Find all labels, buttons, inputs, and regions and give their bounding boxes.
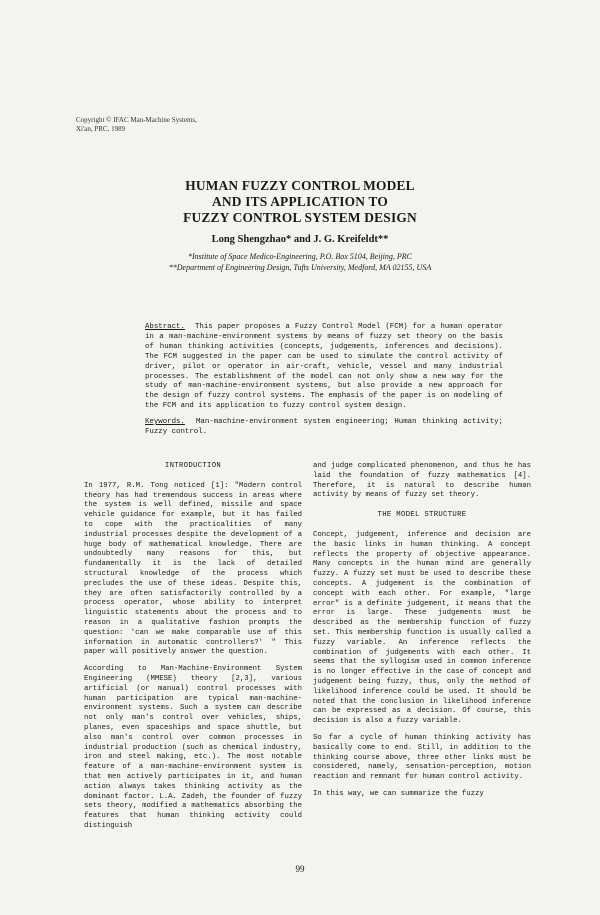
affiliation-line: *Institute of Space Medico-Engineering, P.O. Box 5104, Beijing, PRC bbox=[187, 252, 413, 261]
copyright-notice bbox=[76, 116, 376, 134]
copyright-line: Xi'an, PRC, 1989 bbox=[76, 125, 126, 133]
paragraph: According to Man-Machine-Environment System Engineering (MMESE) theory [2,3], various artificial (or manual) control processes with human participation are typical man-machine-environment systems. Such a system can describe not only man's control over vehicles, ships, planes, even spaceships and space shuttle, but also man's control over common processes in industrial production (such as chemical industry, iron and steel making, etc.). The most notable feature of a man-machine-environment system is that men actively participates in it, and human action always takes thinking activity as the dominant factor. L.A. Zadeh, the founder of fuzzy sets theory, modified a mathematics absorbing the features that human thinking activity could distinguish bbox=[84, 665, 302, 830]
copyright-line: Copyright © IFAC Man-Machine Systems, bbox=[76, 116, 197, 124]
paragraph: Concept, judgement, inference and decision are the basic links in human thinking. A concept reflects the property of objective appearance. Many concepts in the human mind are generally fuzzy. A fuzzy set must be used to describe these concepts. A judgement is the combination of concept with each other. For example, "large error" is a definite judgement, it means that the error is large. These judgements must be described as the membership function of fuzzy set. This membership function is usually called a fuzzy variable. An inference reflects the combination of judgements with each other. It seems that the syllogism used in common inference is no longer effective in the case of concept and judgement being fuzzy, thus, only the method of likelihood inference could be used. It should be noted that the conclusion in likelihood inference can be expressed as a decision. Of course, this decision is also a fuzzy variable. bbox=[313, 530, 531, 726]
keywords-text: Man-machine-environment system engineering; Human thinking activity; Fuzzy control. bbox=[145, 418, 503, 436]
title-line: HUMAN FUZZY CONTROL MODEL bbox=[185, 178, 415, 193]
title-line: FUZZY CONTROL SYSTEM DESIGN bbox=[183, 210, 417, 225]
right-column bbox=[313, 462, 531, 807]
paragraph: In this way, we can summarize the fuzzy bbox=[313, 789, 484, 798]
abstract-label: Abstract. bbox=[145, 323, 185, 331]
paragraph: In 1977, R.M. Tong noticed [1]: "Modern control theory has had tremendous success in areas where the system is well defined, missile and space vehicle guidance for example, but it has failed to cope with the practicalities of many industrial processes despite the development of a huge body of mathematical knowledge. There are undoubtedly many reasons for this, but fundamentally it is the lack of detailed structural knowledge of the process which precludes the use of these ideas. Despite this, they are often satisfactorily controlled by a process operator, whose ability to interpret linguistic statements about the process and to reason in a qualitative fashion prompts the question: 'can we make comparable use of this information in automatic controllers?' " This paper will positively answer the question. bbox=[84, 481, 302, 657]
abstract bbox=[145, 323, 503, 412]
affiliation-line: **Department of Engineering Design, Tufts University, Medford, MA 02155, USA bbox=[168, 263, 432, 272]
authors: Long Shengzhao* and J. G. Kreifeldt** bbox=[211, 234, 389, 245]
paper-title bbox=[0, 178, 600, 226]
keywords bbox=[145, 418, 503, 438]
section-heading-model-structure: THE MODEL STRUCTURE bbox=[377, 511, 467, 520]
affiliations bbox=[0, 251, 600, 273]
paragraph: and judge complicated phenomenon, and thus he has laid the foundation of fuzzy mathematics [4]. Therefore, it is natural to describe human activity by means of fuzzy set theory. bbox=[313, 462, 531, 500]
abstract-text: This paper proposes a Fuzzy Control Model (FCM) for a human operator in a man-machine-environment systems by means of fuzzy set theory on the basis of human thinking activities (concepts, judgements, inferences and decisions). The FCM suggested in the paper can be used to simulate the control activity of driver, pilot or operator in air-craft, vehicle, vessel and many industrial processes. The establishment of the model can not only show a new way for the study of man-machine-environment systems, but also provide a new approach for the design of fuzzy control systems. The emphasis of the paper is on modeling of the FCM and its application to fuzzy control system design. bbox=[145, 323, 503, 411]
keywords-label: Keywords. bbox=[145, 418, 185, 426]
page-number: 99 bbox=[295, 864, 305, 874]
title-line: AND ITS APPLICATION TO bbox=[212, 194, 388, 209]
left-column bbox=[84, 462, 302, 839]
paragraph: So far a cycle of human thinking activity has basically come to end. Still, in addition to the thinking course above, three other links must be considered, namely, sensation-perception, motion reaction and remnant for human control activity. bbox=[313, 733, 531, 782]
section-heading-introduction: INTRODUCTION bbox=[164, 462, 222, 470]
